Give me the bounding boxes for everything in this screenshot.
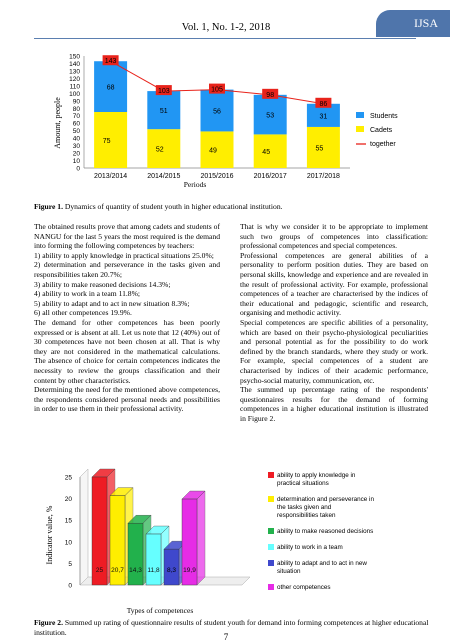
fig1-legend-swatch xyxy=(356,126,364,132)
fig2-legend-label: other competences xyxy=(277,584,331,591)
page-header xyxy=(0,0,452,40)
fig2-data-label: 8,3 xyxy=(166,567,177,574)
fig2-y-tick-label: 20 xyxy=(64,496,72,504)
fig1-x-tick-label: 2014/2015 xyxy=(147,173,181,180)
fig2-y-tick-label: 0 xyxy=(68,582,72,590)
fig2-legend-swatch xyxy=(268,584,274,590)
paragraph: 6) all other competences 19.9%. xyxy=(34,308,132,318)
fig2-y-tick-label: 25 xyxy=(64,474,72,482)
fig1-bar-cadets xyxy=(307,127,340,168)
fig1-bar-cadets xyxy=(201,131,234,168)
fig1-y-tick-label: 70 xyxy=(72,113,80,121)
fig1-y-tick-label: 60 xyxy=(72,120,80,128)
fig1-data-label-cadets: 45 xyxy=(262,149,271,157)
fig1-y-tick-label: 110 xyxy=(69,83,80,91)
fig1-data-label-together: 105 xyxy=(211,86,223,94)
fig2-bar xyxy=(146,534,161,585)
fig2-bar xyxy=(128,523,143,585)
paragraph: That is why we consider it to be appropriate to implement such two groups of competences into classification: professional competences and special competences. xyxy=(240,222,428,251)
fig2-legend-label: ability to adapt and to act in new xyxy=(277,560,367,567)
fig1-y-tick-label: 50 xyxy=(72,128,80,136)
fig1-data-label-students: 31 xyxy=(319,113,328,121)
figure-2-chart xyxy=(0,465,452,615)
fig1-data-label-cadets: 52 xyxy=(155,146,164,154)
fig1-y-tick-label: 140 xyxy=(69,60,80,68)
fig1-x-axis-label: Periods xyxy=(183,180,207,189)
fig1-y-tick-label: 0 xyxy=(76,165,80,173)
paragraph: The demand for other competences has been poorly expressed or is absent at all. Let us note that 12 (40%) out of 30 competences have not been chosen at all. That is why they are not considered in the mathematical calculations. The absence of choice for certain competences indicates the necessity to review the groups classification and their content by other characteristics. xyxy=(34,317,220,385)
fig1-data-label-together: 103 xyxy=(157,88,170,96)
fig1-bar-cadets xyxy=(147,129,180,168)
paragraph: 3) ability to make reasoned decisions 14.3%; xyxy=(34,279,171,289)
fig1-data-label-cadets: 75 xyxy=(102,138,111,145)
figure-2-label: Figure 2. xyxy=(34,618,63,627)
figure-2-caption-text: Summed up rating of questionnaire results of student youth for demand into forming competences at higher educational institution. xyxy=(34,618,429,637)
fig1-data-label-cadets: 49 xyxy=(209,147,217,155)
fig1-data-label-students: 51 xyxy=(159,108,168,116)
fig2-legend-swatch xyxy=(268,528,274,534)
fig1-y-tick-label: 130 xyxy=(69,68,80,76)
fig2-data-label: 19,9 xyxy=(183,567,196,574)
fig2-legend-swatch xyxy=(268,544,274,550)
fig1-data-label-students: 68 xyxy=(106,84,115,92)
figure-1-label: Figure 1. xyxy=(34,202,63,211)
fig1-data-label-together: 98 xyxy=(266,91,275,99)
fig2-bar-side xyxy=(197,491,205,585)
fig2-y-tick-label: 5 xyxy=(68,560,72,568)
header-divider xyxy=(34,38,416,39)
fig1-legend-swatch xyxy=(356,112,364,118)
fig2-legend-swatch xyxy=(268,496,274,502)
fig1-y-tick-label: 30 xyxy=(72,143,80,151)
fig2-data-label: 20,7 xyxy=(111,567,124,574)
fig2-legend-swatch xyxy=(268,472,274,478)
fig1-bar-cadets xyxy=(254,134,287,168)
journal-badge: IJSA xyxy=(376,10,450,37)
paragraph: 1) ability to apply knowledge in practical situations 25.0%; xyxy=(34,250,214,260)
figure-1-caption-text: Dynamics of quantity of student youth in higher educational institution. xyxy=(62,202,283,211)
fig2-y-axis-label: Indicator value, % xyxy=(45,505,54,565)
fig1-y-tick-label: 40 xyxy=(72,135,80,143)
fig1-y-tick-label: 10 xyxy=(72,158,80,166)
fig1-data-label-students: 56 xyxy=(213,108,221,116)
fig2-data-label: 25 xyxy=(95,567,104,574)
fig2-y-tick-label: 10 xyxy=(64,539,72,547)
paragraph: The obtained results prove that among cadets and students of NANGU for the last 5 years the most required is the demand into forming the following competences by teachers: xyxy=(34,222,220,251)
fig2-legend-label: the tasks given and xyxy=(277,504,332,511)
fig1-y-tick-label: 80 xyxy=(72,105,80,113)
fig1-x-tick-label: 2016/2017 xyxy=(253,173,287,180)
paragraph: Professional competences are general abilities of a personality to perform position duties. They are based on personal skills, knowledge and experience and are revealed in the result of professional activity. For example, professional competences of a teacher are characterised by the indices of their educational and pedagogic, scientific and research, organising and methodic activity. xyxy=(240,250,428,318)
paragraph: Special competences are specific abilities of a personality, which are based on their psycho-physiological peculiarities and personal potential as for the possibility to do work defined by the branch standards, where they study or work. For example, special competences of a student are characterised by indices of their academic performance, psycho-social maturity, communication, etc. xyxy=(240,317,428,385)
paragraph: 4) ability to work in a team 11.8%; xyxy=(34,289,141,299)
fig2-legend-label: practical situations xyxy=(277,480,329,487)
fig1-legend-label: together xyxy=(370,141,396,148)
fig1-x-tick-label: 2015/2016 xyxy=(200,173,234,180)
figure-1-caption xyxy=(34,202,429,212)
fig2-legend-swatch xyxy=(268,560,274,566)
fig1-y-tick-label: 20 xyxy=(72,150,80,158)
fig2-data-label: 14,3 xyxy=(129,567,142,574)
fig1-y-tick-label: 120 xyxy=(69,75,80,83)
fig2-data-label: 11,8 xyxy=(147,567,160,574)
fig2-legend-label: ability to make reasoned decisions xyxy=(277,528,374,535)
fig2-legend-label: ability to apply knowledge in xyxy=(277,472,356,479)
fig2-legend-label: ability to work in a team xyxy=(277,544,343,551)
fig1-y-tick-label: 150 xyxy=(69,53,80,61)
fig1-bar-cadets xyxy=(94,112,127,168)
fig1-legend-label: Cadets xyxy=(370,127,393,134)
fig1-data-label-together: 143 xyxy=(104,58,117,66)
left-text-column xyxy=(34,222,220,414)
fig2-legend-label: determination and perseverance in xyxy=(277,496,374,503)
fig1-x-tick-label: 2017/2018 xyxy=(306,173,340,180)
page-number: 7 xyxy=(223,632,229,642)
fig2-y-tick-label: 15 xyxy=(64,517,72,525)
paragraph: 5) ability to adapt and to act in new situation 8.3%; xyxy=(34,298,190,308)
paragraph: The summed up percentage rating of the respondents' questionnaires results for the demand of forming competences in a higher educational institution is illustrated in Figure 2. xyxy=(240,385,428,423)
fig1-data-label-students: 53 xyxy=(266,112,275,120)
fig1-data-label-cadets: 55 xyxy=(315,145,324,153)
fig1-x-tick-label: 2013/2014 xyxy=(94,173,128,180)
paragraph: 2) determination and perseverance in the tasks given and responsibilities taken 20.7%; xyxy=(34,260,220,279)
fig2-x-axis-label: Types of competences xyxy=(126,606,194,615)
fig1-y-axis-label: Amount, people xyxy=(53,97,62,149)
fig2-legend-label: situation xyxy=(277,568,301,575)
journal-volume: Vol. 1, No. 1-2, 2018 xyxy=(181,22,271,33)
right-text-column xyxy=(240,222,428,423)
fig2-legend-label: responsibilities taken xyxy=(277,512,336,519)
fig1-y-tick-label: 100 xyxy=(69,90,80,98)
fig2-side-wall xyxy=(80,469,88,585)
fig1-data-label-together: 86 xyxy=(319,100,328,108)
figure-1-chart xyxy=(0,50,452,200)
paragraph: Determining the need for the mentioned above competences, the respondents considered personal needs and possibilities in order to use them in their professional activity. xyxy=(34,385,220,414)
fig1-legend-label: Students xyxy=(370,113,398,120)
fig1-y-tick-label: 90 xyxy=(72,98,80,106)
